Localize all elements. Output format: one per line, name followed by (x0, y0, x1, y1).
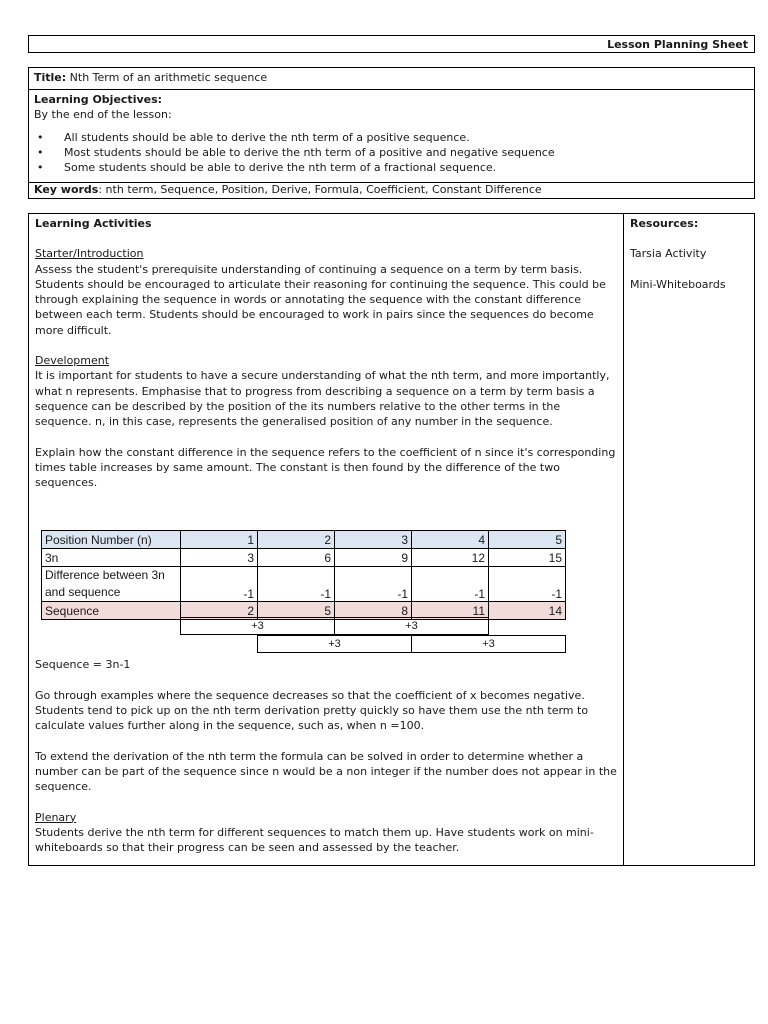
cell: 8 (335, 602, 412, 620)
cell: -1 (181, 567, 258, 602)
keywords-value: : nth term, Sequence, Position, Derive, Formula, Coefficient, Constant Difference (98, 183, 542, 196)
cell: -1 (335, 567, 412, 602)
difference-label: +3 (257, 635, 412, 653)
cell: 1 (181, 531, 258, 549)
activities-box (28, 213, 755, 866)
plenary-text: Students derive the nth term for different sequences to match them up. Have students work on mini-whiteboards so that their progress can be seen and assessed by the teacher. (35, 825, 594, 855)
resources-column (624, 214, 754, 865)
starter-heading: Starter/Introduction (35, 247, 144, 261)
keywords-row (29, 183, 754, 198)
development-text: It is important for students to have a secure understanding of what the nth term, and more importantly, what n represents. Emphasise that to progress from describing a sequence on a term by term basis a sequence can be described by the position of the its numbers relative to the other terms in the sequence. n, in this case, represents the generalised position of any number in the sequence. (35, 369, 610, 429)
objective-item: • All students should be able to derive the nth term of a positive sequence. (34, 130, 749, 145)
table-row (42, 531, 566, 549)
title-row (29, 68, 754, 90)
cell: 2 (181, 602, 258, 620)
cell: 9 (335, 549, 412, 567)
cell: 2 (258, 531, 335, 549)
difference-label: +3 (334, 617, 489, 635)
row-label: Sequence (42, 602, 181, 620)
cell: 3 (335, 531, 412, 549)
table-row (42, 549, 566, 567)
cell: 14 (489, 602, 566, 620)
cell: 4 (412, 531, 489, 549)
objectives-label: Learning Objectives: (34, 93, 163, 106)
cell: -1 (489, 567, 566, 602)
lesson-info-box (28, 67, 755, 199)
objectives-intro: By the end of the lesson: (34, 108, 172, 122)
cell: 5 (489, 531, 566, 549)
title-label: Title: (34, 71, 67, 84)
objective-item: • Most students should be able to derive the nth term of a positive and negative sequence (34, 145, 749, 160)
activities-column (29, 214, 624, 865)
explain-text: Explain how the constant difference in the sequence refers to the coefficient of n since it's corresponding times table increases by same amount. The constant is then found by the difference of the two sequences. (35, 445, 616, 490)
keywords-label: Key words (34, 183, 99, 196)
difference-label: +3 (411, 635, 566, 653)
cell: -1 (412, 567, 489, 602)
activities-heading: Learning Activities (35, 217, 152, 230)
cell: -1 (258, 567, 335, 602)
cell: 15 (489, 549, 566, 567)
resources-heading: Resources: (630, 217, 699, 230)
sheet-header: Lesson Planning Sheet (28, 35, 755, 53)
extend-text: To extend the derivation of the nth term the formula can be solved in order to determine whether a number can be part of the sequence since n would be a non integer if the number does not appear in the sequence. (35, 749, 617, 794)
cell: 11 (412, 602, 489, 620)
sequence-table (41, 530, 566, 620)
row-label: Difference between 3n and sequence (42, 567, 181, 602)
difference-label: +3 (180, 617, 335, 635)
cell: 6 (258, 549, 335, 567)
resource-item: Tarsia Activity (630, 247, 707, 261)
formula: Sequence = 3n-1 (35, 658, 131, 672)
cell: 5 (258, 602, 335, 620)
cell: 3 (181, 549, 258, 567)
objectives-row (29, 90, 754, 183)
starter-text: Assess the student's prerequisite understanding of continuing a sequence on a term by term basis. Students should be encouraged to articulate their reasoning for continuing the sequence. This could be through explaining the sequence in words or annotating the sequence with the constant difference between each term. Students should be encouraged to work in pairs since the sequences do become more difficult. (35, 262, 606, 337)
table-row (42, 567, 566, 602)
objective-item: • Some students should be able to derive the nth term of a fractional sequence. (34, 160, 749, 175)
objectives-list (34, 130, 749, 176)
row-label: Position Number (n) (42, 531, 181, 549)
plenary-heading: Plenary (35, 810, 77, 824)
cell: 12 (412, 549, 489, 567)
resource-item: Mini-Whiteboards (630, 277, 726, 291)
examples-text: Go through examples where the sequence decreases so that the coefficient of x becomes negative. Students tend to pick up on the nth term derivation pretty quickly so have them use the nth term to calculate values further along in the sequence, such as, when n =100. (35, 688, 589, 733)
title-value: Nth Term of an arithmetic sequence (69, 71, 268, 84)
development-heading: Development (35, 354, 110, 368)
row-label: 3n (42, 549, 181, 567)
